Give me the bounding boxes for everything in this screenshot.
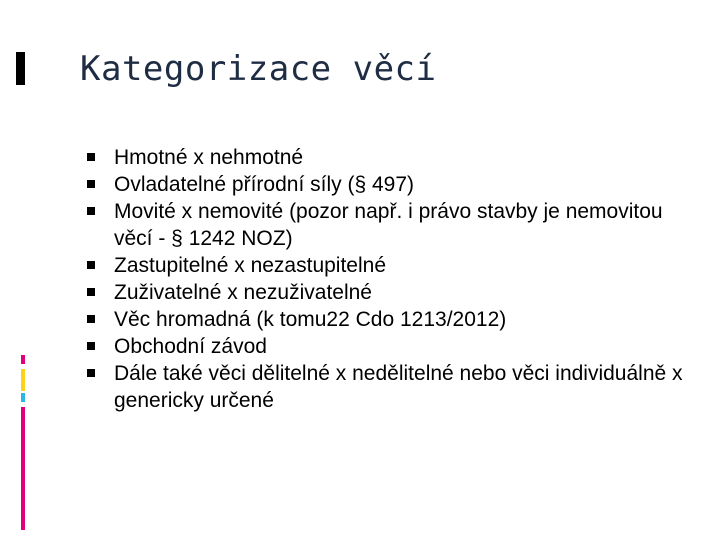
accent-bar <box>21 355 25 530</box>
list-item-text: Obchodní závod <box>114 335 267 358</box>
list-item-text: Zastupitelné x nezastupitelné <box>114 254 387 277</box>
square-bullet-icon <box>87 207 95 215</box>
slide-title: Kategorizace věcí <box>80 49 437 89</box>
accent-yellow-segment <box>21 369 25 391</box>
list-item <box>84 360 684 414</box>
list-item-text: Věc hromadná (k tomu22 Cdo 1213/2012) <box>114 308 507 331</box>
list-item <box>84 144 684 171</box>
list-item <box>84 279 684 306</box>
square-bullet-icon <box>87 180 95 188</box>
square-bullet-icon <box>87 315 95 323</box>
list-item-text: Hmotné x nehmotné <box>114 146 304 169</box>
list-item-text: Zuživatelné x nezuživatelné <box>114 281 372 304</box>
accent-pink-segment <box>21 355 25 364</box>
list-item <box>84 171 684 198</box>
list-item <box>84 252 684 279</box>
square-bullet-icon <box>87 153 95 161</box>
title-marker <box>16 52 25 85</box>
square-bullet-icon <box>87 261 95 269</box>
square-bullet-icon <box>87 288 95 296</box>
accent-cyan-segment <box>21 393 25 402</box>
accent-pink-long-segment <box>21 407 25 530</box>
list-item <box>84 198 684 252</box>
list-item-text: Dále také věci dělitelné x nedělitelné nebo věci individuálně x genericky určené <box>114 362 683 412</box>
list-item <box>84 333 684 360</box>
square-bullet-icon <box>87 342 95 350</box>
list-item-text: Ovladatelné přírodní síly (§ 497) <box>114 173 414 196</box>
list-item-text: Movité x nemovité (pozor např. i právo stavby je nemovitou věcí - § 1242 NOZ) <box>114 200 663 250</box>
square-bullet-icon <box>87 369 95 377</box>
list-item <box>84 306 684 333</box>
bullet-list <box>84 144 684 414</box>
